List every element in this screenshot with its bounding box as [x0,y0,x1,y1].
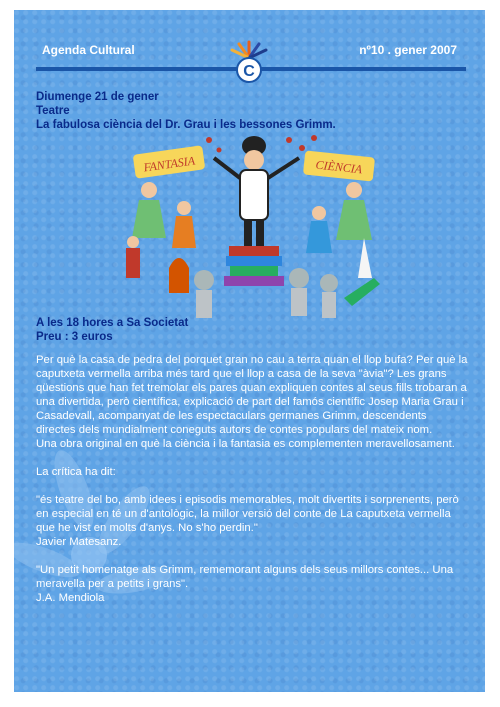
book-stack [224,246,284,286]
critics-heading: La crítica ha dit: [36,466,116,478]
event-details [36,316,188,344]
page [14,10,485,692]
review-author-2: J.A. Mendiola [36,592,105,604]
event-category: Teatre [36,105,70,117]
logo-letter: C [243,63,255,80]
event-time-place: A les 18 hores a Sa Societat [36,317,189,329]
review-quote-1: "és teatre del bo, amb idees i episodis memorables, molt divertits i sorprenents, però en especial en té un d'antològic, la millor versió del conte de La caputxeta vermella que he vist en molts d'anys. No s'ho perdin." [36,494,459,534]
body-text [36,353,468,605]
svg-text:FANTASIA: FANTASIA [142,153,196,175]
event-title: La fabulosa ciència del Dr. Grau i les bessones Grimm. [36,119,336,131]
header-title: Agenda Cultural [42,43,135,57]
intro-paragraph: Per què la casa de pedra del porquet gran no cau a terra quan el llop bufa? Per què la caputxeta vermella arriba més tard que el llop a casa de la seva "àvia"? Les grans qüestions que han fet tremolar els pares quan expliquen contes al seus fills trobaran a una divertida, però científica, explicació de part del famós científic Josep Maria Grau i Casadevall, acompanyat de les espectaculars germanes Grimm, descendents directes dels mundialment coneguts autors de contes populars del mateix nom. [36,354,468,436]
ciencia-sign [303,150,375,181]
logo-icon [224,38,274,84]
closing-paragraph: Una obra original en què la ciència i la fantasia es complementen meravellosament. [36,438,455,450]
issue-date: nº10 . gener 2007 [359,43,457,57]
fantasia-sign [133,145,206,179]
review-author-1: Javier Matesanz. [36,536,122,548]
event-price: Preu : 3 euros [36,331,113,343]
event-info [36,90,456,132]
review-quote-2: "Un petit homenatge als Grimm, rememorant alguns dels seus millors contes... Una meravella per a petits i grans". [36,564,454,590]
theatre-illustration [114,128,394,328]
scientist-figure [214,136,299,246]
svg-text:CIÈNCIA: CIÈNCIA [314,157,363,177]
event-date: Diumenge 21 de gener [36,91,159,103]
